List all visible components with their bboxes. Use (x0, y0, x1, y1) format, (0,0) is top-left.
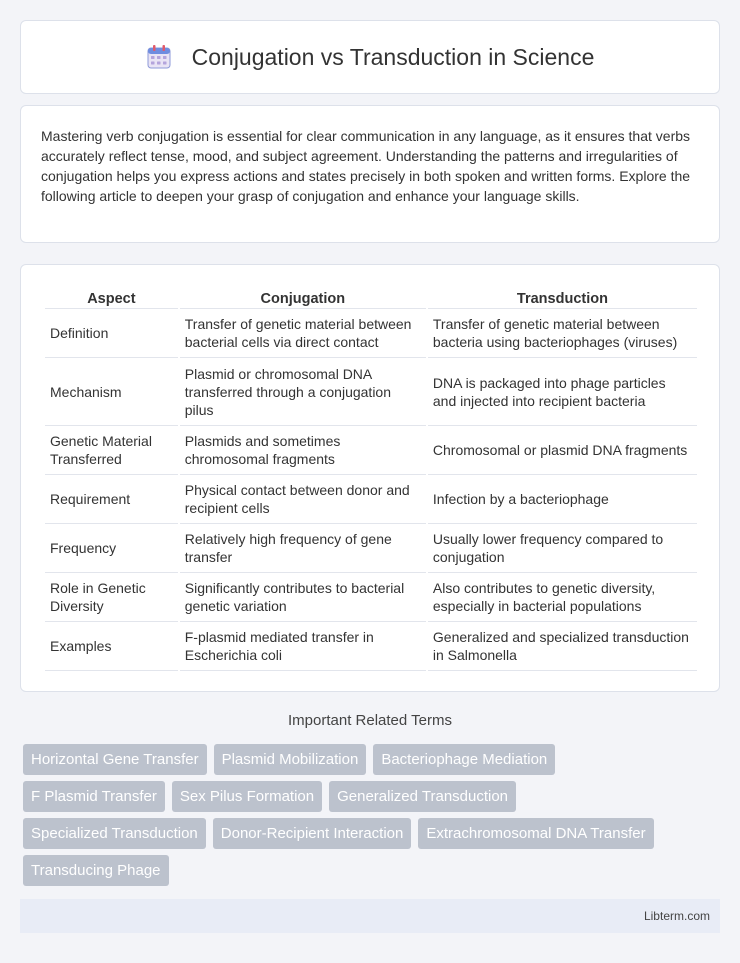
header-conjugation: Conjugation (180, 285, 426, 309)
cell-transduction: Infection by a bacteriophage (428, 475, 697, 524)
cell-aspect: Definition (45, 309, 178, 358)
cell-conjugation: Physical contact between donor and recipient cells (180, 475, 426, 524)
tag-row (23, 818, 703, 849)
intro-card (20, 105, 720, 243)
cell-conjugation: F-plasmid mediated transfer in Escherichia coli (180, 622, 426, 671)
cell-transduction: Chromosomal or plasmid DNA fragments (428, 426, 697, 475)
tag-donor-recipient-interaction[interactable]: Donor-Recipient Interaction (213, 818, 412, 849)
header-aspect: Aspect (45, 285, 178, 309)
tag-horizontal-gene-transfer[interactable]: Horizontal Gene Transfer (23, 744, 207, 775)
table-row (45, 358, 697, 426)
cell-aspect: Frequency (45, 524, 178, 573)
cell-transduction: DNA is packaged into phage particles and injected into recipient bacteria (428, 358, 697, 426)
comparison-table (43, 285, 699, 671)
table-row (45, 524, 697, 573)
cell-conjugation: Transfer of genetic material between bacterial cells via direct contact (180, 309, 426, 358)
tag-row (23, 744, 703, 775)
tag-generalized-transduction[interactable]: Generalized Transduction (329, 781, 516, 812)
cell-aspect: Role in Genetic Diversity (45, 573, 178, 622)
cell-transduction: Also contributes to genetic diversity, especially in bacterial populations (428, 573, 697, 622)
table-row (45, 573, 697, 622)
tag-row (23, 855, 703, 886)
table-row (45, 622, 697, 671)
cell-conjugation: Plasmid or chromosomal DNA transferred through a conjugation pilus (180, 358, 426, 426)
cell-transduction: Usually lower frequency compared to conjugation (428, 524, 697, 573)
intro-paragraph: Mastering verb conjugation is essential for clear communication in any language, as it ensures that verbs accurately reflect tense, mood, and subject agreement. Understanding the patterns and irregularities of conjugation helps you express actions and states precisely in both spoken and written forms. Explore the following article to deepen your grasp of conjugation and enhance your language skills. (41, 128, 691, 204)
footer (20, 899, 720, 933)
tag-plasmid-mobilization[interactable]: Plasmid Mobilization (214, 744, 367, 775)
cell-aspect: Mechanism (45, 358, 178, 426)
table-row (45, 309, 697, 358)
cell-aspect: Genetic Material Transferred (45, 426, 178, 475)
cell-conjugation: Significantly contributes to bacterial genetic variation (180, 573, 426, 622)
related-terms-tags (23, 744, 703, 892)
cell-transduction: Transfer of genetic material between bacteria using bacteriophages (viruses) (428, 309, 697, 358)
cell-conjugation: Relatively high frequency of gene transfer (180, 524, 426, 573)
tag-sex-pilus-formation[interactable]: Sex Pilus Formation (172, 781, 322, 812)
table-row (45, 475, 697, 524)
header-transduction: Transduction (428, 285, 697, 309)
calendar-icon (146, 44, 172, 70)
page-title: Conjugation vs Transduction in Science (191, 43, 595, 70)
table-row (45, 426, 697, 475)
header-card (20, 20, 720, 94)
tag-extrachromosomal-dna-transfer[interactable]: Extrachromosomal DNA Transfer (418, 818, 653, 849)
cell-aspect: Requirement (45, 475, 178, 524)
footer-site-link[interactable]: Libterm.com (643, 909, 710, 923)
tag-row (23, 781, 703, 812)
cell-conjugation: Plasmids and sometimes chromosomal fragments (180, 426, 426, 475)
cell-aspect: Examples (45, 622, 178, 671)
comparison-table-card (20, 264, 720, 692)
tag-specialized-transduction[interactable]: Specialized Transduction (23, 818, 206, 849)
tag-transducing-phage[interactable]: Transducing Phage (23, 855, 169, 886)
table-header-row (45, 285, 697, 309)
tag-f-plasmid-transfer[interactable]: F Plasmid Transfer (23, 781, 165, 812)
related-terms-title: Important Related Terms (288, 712, 452, 729)
cell-transduction: Generalized and specialized transduction in Salmonella (428, 622, 697, 671)
tag-bacteriophage-mediation[interactable]: Bacteriophage Mediation (373, 744, 555, 775)
